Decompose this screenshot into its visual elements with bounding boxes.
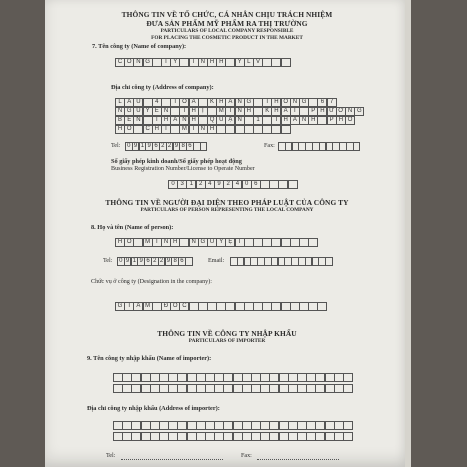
form-cell[interactable]: 1 <box>253 116 263 125</box>
importer-tel-line[interactable] <box>121 459 223 460</box>
form-cell[interactable]: 0 <box>117 257 125 266</box>
form-cell[interactable]: 2 <box>151 257 159 266</box>
form-cell[interactable]: G <box>124 107 134 116</box>
form-cell[interactable]: P <box>327 116 337 125</box>
form-cell[interactable]: Y <box>235 58 245 67</box>
form-cell[interactable] <box>325 257 333 266</box>
form-cell[interactable]: Ồ <box>124 125 134 134</box>
company-tel-grid[interactable] <box>125 142 207 151</box>
form-cell[interactable]: I <box>152 238 162 247</box>
person-tel-label: Tel: <box>103 258 113 264</box>
form-cell[interactable] <box>281 58 291 67</box>
form-cell[interactable]: H <box>281 116 291 125</box>
form-cell[interactable]: 1 <box>186 180 196 189</box>
form-cell[interactable]: H <box>308 116 318 125</box>
form-cell[interactable]: T <box>170 98 180 107</box>
person-email-label: Email: <box>208 258 225 264</box>
form-cell[interactable]: 2 <box>196 180 206 189</box>
form-cell[interactable]: Ị <box>198 107 208 116</box>
form-cell[interactable]: 1 <box>139 142 147 151</box>
form-cell[interactable]: Ư <box>327 107 337 116</box>
form-cell[interactable]: 0 <box>125 142 133 151</box>
form-cell[interactable]: H <box>115 238 125 247</box>
form-cell[interactable]: H <box>207 125 217 134</box>
form-cell[interactable]: 9 <box>124 257 132 266</box>
form-cell[interactable]: 6 <box>152 142 160 151</box>
form-cell[interactable]: 6 <box>144 257 152 266</box>
page-edge-shadow <box>405 0 411 467</box>
form-cell[interactable]: Ố <box>345 116 355 125</box>
form-cell[interactable]: 7 <box>327 98 337 107</box>
form-cell[interactable]: H <box>189 116 199 125</box>
company-address-row-1[interactable] <box>115 98 336 107</box>
form-cell[interactable]: K <box>207 98 217 107</box>
form-cell[interactable]: N <box>161 107 171 116</box>
header-title-vn: THÔNG TIN VỀ TỔ CHỨC, CÁ NHÂN CHỊU TRÁCH NHIỆM <box>121 10 333 19</box>
header-title-en-2: FOR PLACING THE COSMETIC PRODUCT IN THE MARKET <box>151 35 303 41</box>
form-cell[interactable]: A <box>189 98 199 107</box>
form-cell[interactable]: T <box>161 58 171 67</box>
person-name-label: 8. Họ và tên (Name of person): <box>91 224 174 231</box>
form-cell[interactable]: Đ <box>161 302 171 311</box>
form-cell[interactable]: K <box>262 107 272 116</box>
form-cell[interactable]: H <box>244 107 254 116</box>
form-cell[interactable]: 2 <box>159 142 167 151</box>
importer-tel-label: Tel: <box>106 453 116 459</box>
form-cell[interactable]: 2 <box>166 142 174 151</box>
importer-name-row-1[interactable] <box>113 373 352 382</box>
company-name-label: 7. Tên công ty (Name of company): <box>92 43 187 50</box>
company-address-label: Địa chỉ công ty (Address of company): <box>111 84 214 91</box>
form-cell[interactable]: T <box>189 58 199 67</box>
importer-title-en: PARTICULARS OF IMPORTER <box>188 338 266 344</box>
form-cell[interactable] <box>317 302 327 311</box>
form-cell[interactable]: N <box>198 58 208 67</box>
form-cell[interactable]: 0 <box>168 180 178 189</box>
form-cell[interactable]: N <box>235 116 245 125</box>
form-cell[interactable]: T <box>152 116 162 125</box>
form-cell[interactable]: 9 <box>173 142 181 151</box>
importer-title-vn: THÔNG TIN VỀ CÔNG TY NHẬP KHẨU <box>157 329 297 338</box>
form-cell[interactable]: H <box>170 238 180 247</box>
form-cell[interactable]: 2 <box>223 180 233 189</box>
form-cell[interactable]: C <box>143 125 153 134</box>
form-cell[interactable]: V <box>253 58 263 67</box>
form-cell[interactable]: 0 <box>242 180 252 189</box>
form-cell[interactable]: I <box>290 107 300 116</box>
form-cell[interactable]: H <box>189 107 199 116</box>
form-cell[interactable]: N <box>161 238 171 247</box>
form-cell[interactable]: À <box>170 116 180 125</box>
form-cell[interactable]: H <box>271 98 281 107</box>
form-cell[interactable]: N <box>345 107 355 116</box>
form-cell[interactable]: Á <box>133 302 143 311</box>
form-cell[interactable]: 3 <box>177 180 187 189</box>
header-title-en: PARTICULARS OF LOCAL COMPANY RESPONSIBLE <box>160 28 294 34</box>
form-cell[interactable]: Ô <box>281 98 291 107</box>
form-cell[interactable]: M <box>143 238 153 247</box>
form-cell[interactable]: Ồ <box>124 238 134 247</box>
importer-address-row-1[interactable] <box>113 421 352 430</box>
form-cell[interactable]: H <box>161 116 171 125</box>
form-cell[interactable]: P <box>308 107 318 116</box>
form-cell[interactable]: A <box>225 98 235 107</box>
form-cell[interactable]: N <box>198 125 208 134</box>
form-cell[interactable]: 6 <box>317 98 327 107</box>
form-cell[interactable]: T <box>271 116 281 125</box>
form-cell[interactable]: Ế <box>124 116 134 125</box>
form-cell[interactable]: H <box>207 58 217 67</box>
form-cell[interactable]: N <box>290 98 300 107</box>
form-cell[interactable]: H <box>216 58 226 67</box>
form-cell[interactable] <box>200 142 208 151</box>
form-cell[interactable]: Ờ <box>336 107 346 116</box>
form-cell[interactable]: 6 <box>251 180 261 189</box>
form-cell[interactable]: H <box>152 125 162 134</box>
form-cell[interactable]: C <box>115 58 125 67</box>
form-cell[interactable]: B <box>115 116 125 125</box>
form-cell[interactable] <box>343 421 353 430</box>
form-cell[interactable]: N <box>189 238 199 247</box>
form-cell[interactable]: 8 <box>179 142 187 151</box>
form-cell[interactable]: 4 <box>152 98 162 107</box>
form-cell[interactable]: 9 <box>137 257 145 266</box>
form-cell[interactable]: G <box>115 302 125 311</box>
form-cell[interactable]: G <box>244 98 254 107</box>
form-cell[interactable] <box>343 432 353 441</box>
form-cell[interactable]: H <box>271 107 281 116</box>
license-number-grid[interactable] <box>168 180 297 189</box>
importer-address-label: Địa chỉ công ty nhập khẩu (Address of importer): <box>87 405 220 412</box>
representative-title-en: PARTICULARS OF PERSON REPRESENTING THE LOCAL COMPANY <box>140 207 314 213</box>
form-cell[interactable]: Ố <box>170 302 180 311</box>
company-address-row-2[interactable] <box>115 107 363 116</box>
form-cell[interactable]: Y <box>216 238 226 247</box>
form-cell[interactable] <box>343 373 353 382</box>
form-cell[interactable]: T <box>179 107 189 116</box>
form-page <box>45 0 409 467</box>
position-grid[interactable] <box>115 302 327 311</box>
form-cell[interactable]: Q <box>207 116 217 125</box>
form-cell[interactable]: N <box>115 107 125 116</box>
form-cell[interactable]: H <box>216 98 226 107</box>
form-cell[interactable]: N <box>235 98 245 107</box>
form-cell[interactable]: L <box>115 98 125 107</box>
form-cell[interactable]: H <box>115 125 125 134</box>
form-cell[interactable] <box>281 125 291 134</box>
importer-address-row-2[interactable] <box>113 432 352 441</box>
person-email-grid[interactable] <box>230 257 332 266</box>
form-cell[interactable]: N <box>133 58 143 67</box>
form-cell[interactable]: H <box>317 107 327 116</box>
form-cell[interactable]: Y <box>143 107 153 116</box>
company-tel-label: Tel: <box>111 143 121 149</box>
form-cell[interactable] <box>185 257 193 266</box>
form-cell[interactable]: 1 <box>131 257 139 266</box>
form-cell[interactable]: I <box>189 125 199 134</box>
company-address-row-4[interactable] <box>115 125 290 134</box>
form-cell[interactable]: Ậ <box>225 116 235 125</box>
form-cell[interactable]: I <box>225 107 235 116</box>
importer-fax-line[interactable] <box>257 459 339 460</box>
importer-name-label: 9. Tên công ty nhập khẩu (Name of importer): <box>87 355 212 362</box>
form-cell[interactable]: U <box>207 238 217 247</box>
form-cell[interactable]: À <box>290 116 300 125</box>
form-cell[interactable]: Y <box>170 58 180 67</box>
form-cell[interactable]: 6 <box>178 257 186 266</box>
form-cell[interactable]: N <box>299 116 309 125</box>
form-cell[interactable]: U <box>133 98 143 107</box>
form-cell[interactable]: N <box>133 116 143 125</box>
form-cell[interactable]: I <box>124 302 134 311</box>
person-tel-grid[interactable] <box>117 257 192 266</box>
representative-title-vn: THÔNG TIN VỀ NGƯỜI ĐẠI DIỆN THEO PHÁP LUẬT CỦA CÔNG TY <box>105 198 349 207</box>
form-cell[interactable]: T <box>262 98 272 107</box>
form-cell[interactable]: Ầ <box>124 98 134 107</box>
company-fax-label: Fax: <box>264 143 275 149</box>
form-cell[interactable]: Ô <box>124 58 134 67</box>
company-name-grid[interactable] <box>115 58 290 67</box>
form-cell[interactable]: M <box>216 107 226 116</box>
form-cell[interactable]: G <box>198 238 208 247</box>
form-cell[interactable]: M <box>179 125 189 134</box>
form-cell[interactable]: Í <box>161 125 171 134</box>
form-cell[interactable]: U <box>133 107 143 116</box>
form-cell[interactable]: 4 <box>232 180 242 189</box>
form-cell[interactable]: 9 <box>132 142 140 151</box>
form-cell[interactable]: N <box>235 107 245 116</box>
form-cell[interactable]: 8 <box>171 257 179 266</box>
form-cell[interactable]: 4 <box>205 180 215 189</box>
form-cell[interactable]: M <box>143 302 153 311</box>
form-cell[interactable]: 9 <box>214 180 224 189</box>
form-cell[interactable]: G <box>143 58 153 67</box>
form-cell[interactable]: U <box>216 116 226 125</box>
company-fax-grid[interactable] <box>278 142 360 151</box>
form-cell[interactable]: L <box>244 58 254 67</box>
header-title-vn-2: ĐƯA SẢN PHẨM MỸ PHẨM RA THỊ TRƯỜNG <box>146 19 308 28</box>
form-cell[interactable]: 9 <box>145 142 153 151</box>
form-cell[interactable]: H <box>336 116 346 125</box>
form-cell[interactable]: 9 <box>165 257 173 266</box>
license-label-en: Business Registration Number/License to Operate Number <box>111 166 255 172</box>
form-cell[interactable]: 2 <box>158 257 166 266</box>
form-cell[interactable]: A <box>281 107 291 116</box>
form-cell[interactable] <box>308 238 318 247</box>
form-cell[interactable]: Ễ <box>152 107 162 116</box>
form-cell[interactable]: Ò <box>179 98 189 107</box>
form-cell[interactable]: Ệ <box>225 238 235 247</box>
form-cell[interactable]: G <box>299 98 309 107</box>
person-name-grid[interactable] <box>115 238 317 247</box>
form-cell[interactable] <box>353 142 361 151</box>
form-cell[interactable] <box>343 384 353 393</box>
importer-name-row-2[interactable] <box>113 384 352 393</box>
company-address-row-3[interactable] <box>115 116 354 125</box>
form-cell[interactable]: G <box>354 107 364 116</box>
form-cell[interactable]: 6 <box>186 142 194 151</box>
form-cell[interactable]: T <box>235 238 245 247</box>
form-cell[interactable]: N <box>179 116 189 125</box>
position-label: Chức vụ ở công ty (Designation in the company): <box>91 279 212 285</box>
importer-fax-label: Fax: <box>241 453 252 459</box>
form-cell[interactable] <box>288 180 298 189</box>
form-cell[interactable]: C <box>179 302 189 311</box>
license-label-vn: Số giấy phép kinh doanh/Số giấy phép hoạt động <box>111 158 242 165</box>
